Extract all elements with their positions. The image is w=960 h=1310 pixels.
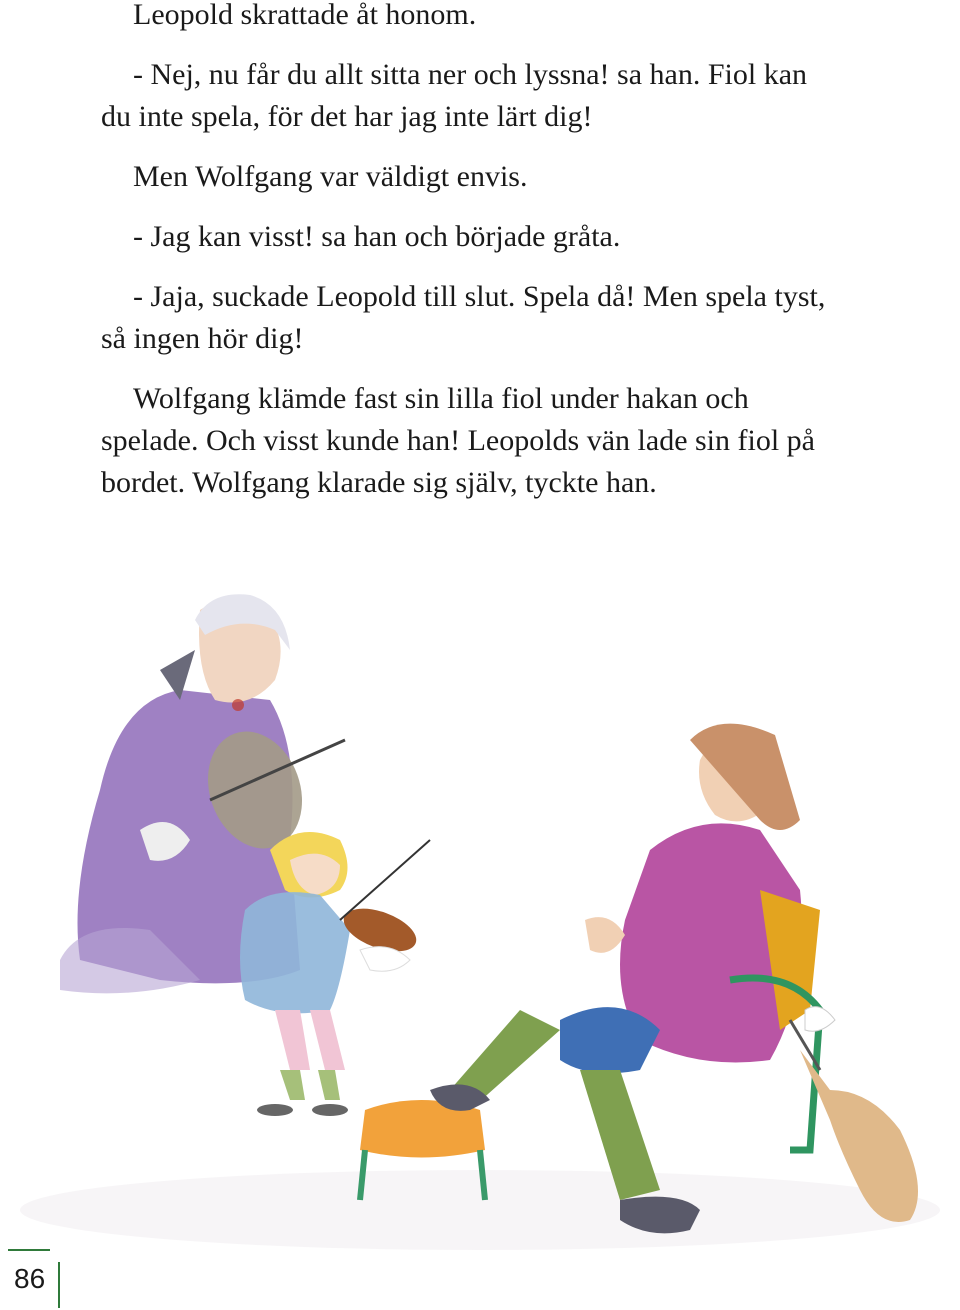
- watercolor-illustration: [0, 590, 960, 1270]
- paragraph-5: - Jaja, suckade Leopold till slut. Spela då! Men spela tyst, så ingen hör dig!: [101, 280, 826, 355]
- paragraph-6: Wolfgang klämde fast sin lilla fiol under hakan och spelade. Och visst kunde han! Leopolds vän lade sin fiol på bordet. Wolfgang klarade sig själv, tyckte han.: [101, 382, 815, 499]
- page-number-rule: [8, 1249, 50, 1251]
- paragraph-2: - Nej, nu får du allt sitta ner och lyssna! sa han. Fiol kan du inte spela, för det har jag inte lärt dig!: [101, 58, 808, 133]
- page-number-bar: [58, 1262, 60, 1308]
- paragraph-3: Men Wolfgang var väldigt envis.: [133, 160, 528, 193]
- paragraph-1: Leopold skrattade åt honom.: [133, 0, 477, 31]
- paragraph-4: - Jag kan visst! sa han och började gråta.: [133, 220, 621, 253]
- page-number: 86: [14, 1263, 46, 1294]
